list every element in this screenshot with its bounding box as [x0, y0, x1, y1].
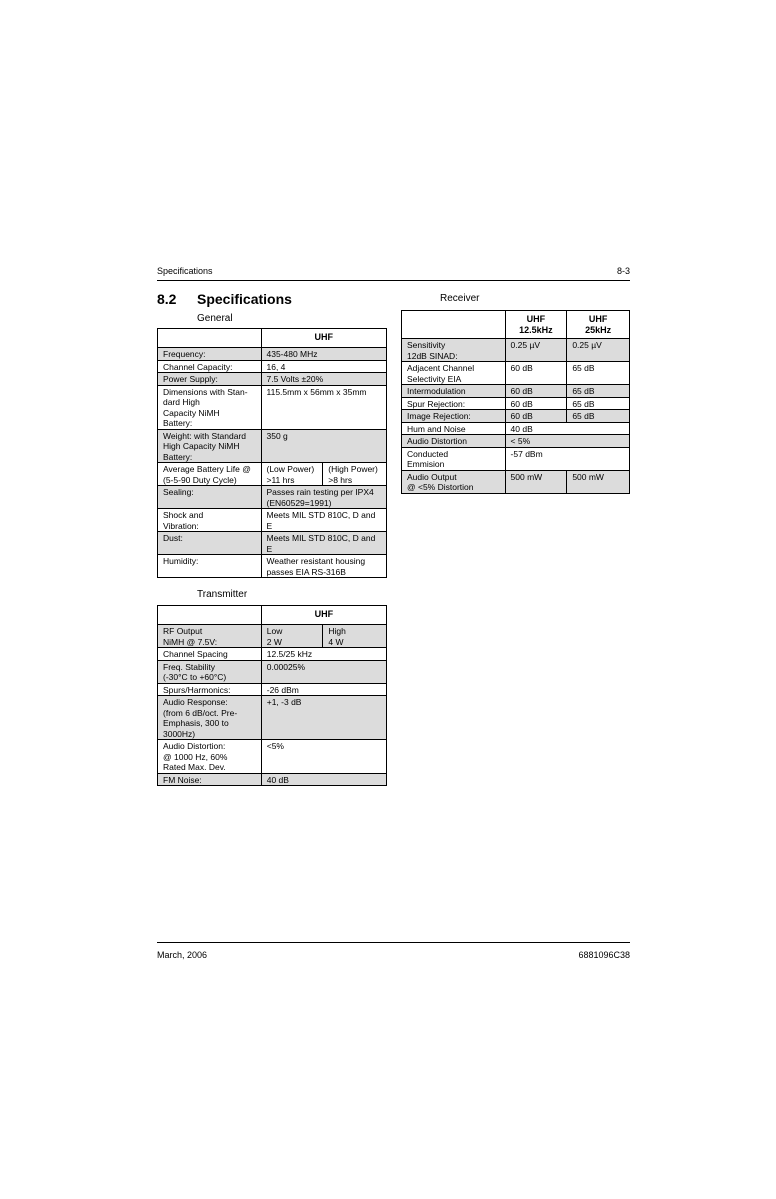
transmitter-row-label: FM Noise:	[158, 773, 262, 786]
page-number: 8-3	[616, 266, 630, 276]
receiver-column-header-25khz: UHF 25kHz	[567, 311, 630, 339]
general-row-value-low: (Low Power) >11 hrs	[261, 463, 323, 486]
general-row-label: Weight: with Standard High Capacity NiMH Battery:	[158, 429, 262, 463]
header-rule	[157, 280, 630, 281]
general-row-value: Passes rain testing per IPX4 (EN60529=1991)	[261, 486, 387, 509]
general-row-label: Average Battery Life @ (5-5-90 Duty Cycle)	[158, 463, 262, 486]
transmitter-row-label: Audio Response: (from 6 dB/oct. Pre- Emphasis, 300 to 3000Hz)	[158, 696, 262, 740]
receiver-row-label: Hum and Noise	[402, 422, 506, 435]
footer-rule	[157, 942, 630, 943]
receiver-row-label: Intermodulation	[402, 385, 506, 398]
transmitter-row-value-low: Low 2 W	[261, 625, 323, 648]
receiver-row-label: Audio Output @ <5% Distortion	[402, 470, 506, 493]
general-row-value: 115.5mm x 56mm x 35mm	[261, 385, 387, 429]
transmitter-label: Transmitter	[197, 589, 248, 600]
section-title: Specifications	[197, 291, 292, 307]
receiver-row-label: Audio Distortion	[402, 435, 506, 448]
general-label: General	[197, 313, 233, 324]
receiver-row-value-12-5khz: 60 dB	[505, 385, 567, 398]
general-row-label: Channel Capacity:	[158, 360, 262, 373]
transmitter-row-value: -26 dBm	[261, 683, 386, 696]
general-row-label: Shock and Vibration:	[158, 509, 262, 532]
transmitter-row-label: RF Output NiMH @ 7.5V:	[158, 625, 262, 648]
receiver-header-blank	[402, 311, 506, 339]
receiver-row-value-25khz: 65 dB	[567, 410, 630, 423]
receiver-row-value-25khz: 65 dB	[567, 397, 630, 410]
transmitter-row-value: 40 dB	[261, 773, 386, 786]
transmitter-row-label: Channel Spacing	[158, 648, 262, 661]
general-header-blank	[158, 329, 262, 348]
footer-date: March, 2006	[157, 950, 208, 960]
general-column-header: UHF	[261, 329, 387, 348]
transmitter-table	[157, 605, 387, 786]
receiver-row-label: Conducted Emmision	[402, 447, 506, 470]
footer-doc-number: 6881096C38	[578, 950, 630, 960]
transmitter-row-label: Freq. Stability (-30°C to +60°C)	[158, 660, 262, 683]
general-row-label: Sealing:	[158, 486, 262, 509]
transmitter-row-label: Audio Distortion: @ 1000 Hz, 60% Rated Max. Dev.	[158, 740, 262, 774]
receiver-row-value: < 5%	[505, 435, 629, 448]
receiver-row-label: Image Rejection:	[402, 410, 506, 423]
transmitter-row-label: Spurs/Harmonics:	[158, 683, 262, 696]
receiver-row-value-25khz: 500 mW	[567, 470, 630, 493]
transmitter-header-blank	[158, 606, 262, 625]
receiver-row-value-25khz: 65 dB	[567, 362, 630, 385]
general-row-value: 435-480 MHz	[261, 348, 387, 361]
receiver-row-label: Adjacent Channel Selectivity EIA	[402, 362, 506, 385]
receiver-row-value-12-5khz: 60 dB	[505, 410, 567, 423]
receiver-row-label: Spur Rejection:	[402, 397, 506, 410]
transmitter-column-header: UHF	[261, 606, 386, 625]
receiver-row-value-25khz: 65 dB	[567, 385, 630, 398]
transmitter-row-value: 12.5/25 kHz	[261, 648, 386, 661]
general-row-value: Weather resistant housing passes EIA RS-316B	[261, 555, 387, 578]
page-header-title: Specifications	[157, 266, 213, 276]
receiver-row-value: -57 dBm	[505, 447, 629, 470]
general-row-value: 7.5 Volts ±20%	[261, 373, 387, 386]
receiver-row-label: Sensitivity 12dB SINAD:	[402, 339, 506, 362]
general-row-value: Meets MIL STD 810C, D and E	[261, 532, 387, 555]
receiver-row-value: 40 dB	[505, 422, 629, 435]
receiver-column-header-12-5khz: UHF 12.5kHz	[505, 311, 567, 339]
transmitter-row-value: 0.00025%	[261, 660, 386, 683]
general-row-label: Dimensions with Stan- dard High Capacity NiMH Battery:	[158, 385, 262, 429]
transmitter-row-value-high: High 4 W	[323, 625, 387, 648]
general-row-value-high: (High Power) >8 hrs	[323, 463, 387, 486]
section-number: 8.2	[157, 291, 177, 307]
general-row-label: Humidity:	[158, 555, 262, 578]
receiver-row-value-12-5khz: 60 dB	[505, 397, 567, 410]
general-row-value: 350 g	[261, 429, 387, 463]
general-row-value: Meets MIL STD 810C, D and E	[261, 509, 387, 532]
receiver-row-value-12-5khz: 60 dB	[505, 362, 567, 385]
general-row-label: Frequency:	[158, 348, 262, 361]
receiver-label: Receiver	[440, 293, 480, 304]
transmitter-row-value: +1, -3 dB	[261, 696, 386, 740]
receiver-row-value-25khz: 0.25 µV	[567, 339, 630, 362]
general-table	[157, 328, 387, 578]
general-row-label: Power Supply:	[158, 373, 262, 386]
receiver-row-value-12-5khz: 0.25 µV	[505, 339, 567, 362]
general-row-label: Dust:	[158, 532, 262, 555]
receiver-table	[401, 310, 630, 494]
general-row-value: 16, 4	[261, 360, 387, 373]
transmitter-row-value: <5%	[261, 740, 386, 774]
receiver-row-value-12-5khz: 500 mW	[505, 470, 567, 493]
